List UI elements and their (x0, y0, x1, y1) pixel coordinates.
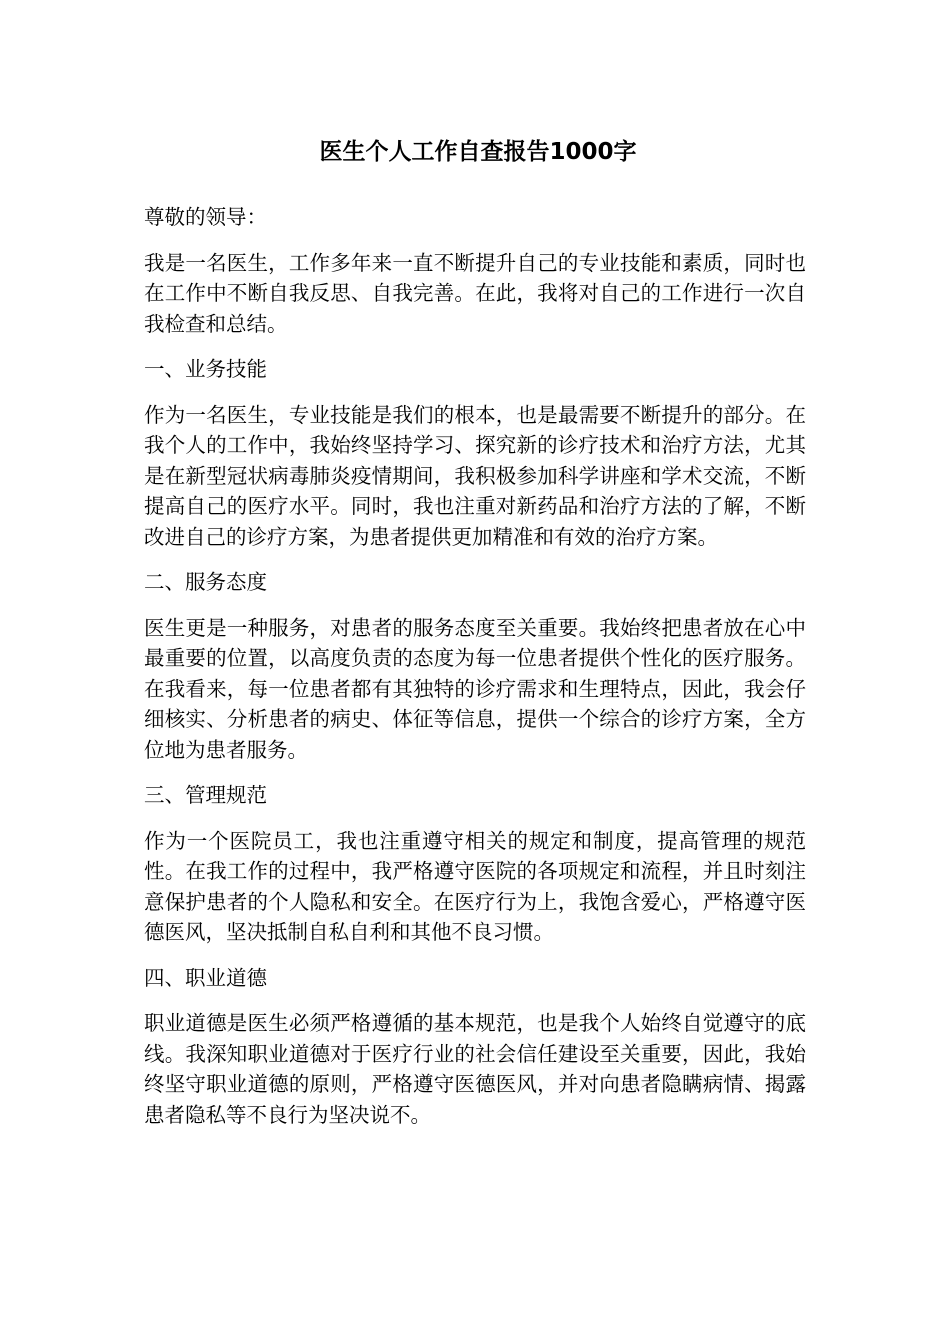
section-body-ethics: 职业道德是医生必须严格遵循的基本规范，也是我个人始终自觉遵守的底线。我深知职业道德对于医疗行业的社会信任建设至关重要，因此，我始终坚守职业道德的原则，严格遵守医德医风，并对向患者隐瞒病情、揭露患者隐私等不良行为坚决说不。 (144, 1011, 806, 1127)
document-title: 医生个人工作自查报告1000字 (319, 139, 637, 165)
section-heading-skills: 一、业务技能 (144, 357, 267, 381)
greeting: 尊敬的领导： (144, 205, 267, 229)
section-heading-ethics: 四、职业道德 (144, 965, 267, 990)
section-heading-management: 三、管理规范 (144, 783, 267, 807)
intro-paragraph: 我是一名医生，工作多年来一直不断提升自己的专业技能和素质，同时也在工作中不断自我反思、自我完善。在此，我将对自己的工作进行一次自我检查和总结。 (144, 250, 806, 336)
section-body-skills: 作为一名医生，专业技能是我们的根本，也是最需要不断提升的部分。在我个人的工作中，我始终坚持学习、探究新的诊疗技术和治疗方法，尤其是在新型冠状病毒肺炎疫情期间，我积极参加科学讲座和学术交流，不断提高自己的医疗水平。同时，我也注重对新药品和治疗方法的了解，不断改进自己的诊疗方案，为患者提供更加精准和有效的治疗方案。 (144, 402, 806, 549)
section-body-service: 医生更是一种服务，对患者的服务态度至关重要。我始终把患者放在心中最重要的位置，以高度负责的态度为每一位患者提供个性化的医疗服务。在我看来，每一位患者都有其独特的诊疗需求和生理特点，因此，我会仔细核实、分析患者的病史、体征等信息，提供一个综合的诊疗方案，全方位地为患者服务。 (144, 615, 806, 762)
document-content (144, 132, 806, 1145)
section-body-management: 作为一个医院员工，我也注重遵守相关的规定和制度，提高管理的规范性。在我工作的过程中，我严格遵守医院的各项规定和流程，并且时刻注意保护患者的个人隐私和安全。在医疗行为上，我饱含爱心，严格遵守医德医风，坚决抵制自私自利和其他不良习惯。 (144, 828, 806, 944)
section-heading-service: 二、服务态度 (144, 570, 267, 594)
